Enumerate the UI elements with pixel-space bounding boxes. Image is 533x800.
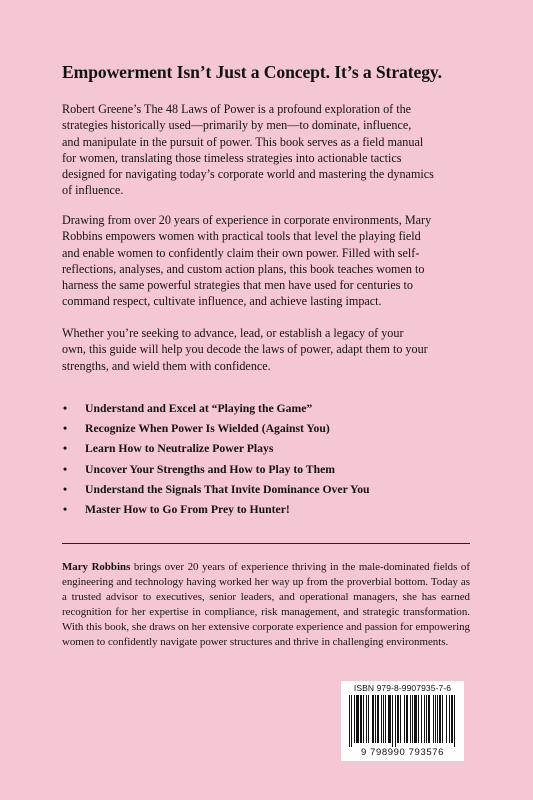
barcode-bar xyxy=(454,695,455,747)
barcode-bar xyxy=(404,695,405,743)
paragraph-line: reflections, analyses, and custom action plans, this book teaches women to xyxy=(62,261,425,276)
paragraph-line: designed for navigating today’s corporate world and mastering the dynamics xyxy=(62,167,434,182)
benefit-text: Master How to Go From Prey to Hunter! xyxy=(85,503,290,517)
barcode-bar xyxy=(372,695,374,743)
benefit-item xyxy=(62,439,482,459)
bullet-icon: • xyxy=(63,422,68,436)
description-paragraph-2 xyxy=(62,212,472,310)
barcode-bar xyxy=(421,695,422,743)
benefit-item xyxy=(62,480,482,500)
barcode-bar xyxy=(360,695,362,743)
benefit-item xyxy=(62,399,482,419)
paragraph-line: harness the same powerful strategies that men have used for centuries to xyxy=(62,278,413,293)
paragraph-line: Whether you’re seeking to advance, lead, or establish a legacy of your xyxy=(62,326,404,340)
barcode-bar xyxy=(437,695,438,743)
benefit-text: Understand the Signals That Invite Dominance Over You xyxy=(85,482,370,496)
benefit-list xyxy=(62,399,482,520)
paragraph-line: command respect, cultivate influence, and achieve lasting impact. xyxy=(62,294,382,309)
benefit-text: Recognize When Power Is Wielded (Against You) xyxy=(85,422,330,436)
barcode-bar xyxy=(442,695,443,743)
barcode-bar xyxy=(385,695,386,743)
barcode-bar xyxy=(354,695,355,743)
section-divider xyxy=(62,543,470,544)
paragraph-line: Robert Greene’s The 48 Laws of Power is a profound exploration of the xyxy=(62,102,412,116)
headline: Empowerment Isn’t Just a Concept. It’s a Strategy. xyxy=(62,62,442,82)
barcode-bar xyxy=(449,695,450,743)
author-bio xyxy=(62,560,470,651)
description-paragraph-1 xyxy=(62,101,472,199)
bullet-icon: • xyxy=(63,503,68,517)
benefit-item xyxy=(62,419,482,439)
bullet-icon: • xyxy=(63,402,68,415)
barcode-bar xyxy=(435,695,436,743)
bullet-icon: • xyxy=(63,462,68,476)
barcode xyxy=(341,681,464,761)
barcode-bar xyxy=(349,695,350,747)
barcode-bar xyxy=(363,695,364,743)
barcode-bar xyxy=(388,695,391,743)
barcode-bar xyxy=(351,695,352,747)
paragraph-line: strengths, and wield them with confidence. xyxy=(62,358,271,373)
barcode-bar xyxy=(433,695,434,743)
barcode-bars xyxy=(347,695,458,747)
paragraph-line: Drawing from over 20 years of experience in corporate environments, Mary xyxy=(62,213,432,227)
barcode-bar xyxy=(446,695,447,743)
paragraph-line: of influence. xyxy=(62,183,124,198)
paragraph-line: Robbins empowers women with practical tools that level the playing field xyxy=(62,229,421,244)
bullet-icon: • xyxy=(63,442,68,456)
barcode-bar xyxy=(451,695,453,743)
description-paragraph-3 xyxy=(62,325,472,374)
barcode-bar xyxy=(381,695,382,743)
author-bio-text: brings over 20 years of experience thriving in the male-dominated fields of engineering and technology having worked her way up from the proverbial bottom. Today as a trusted advisor to executives, senior leaders, and operational managers, she has earned recognition for her expertise in compliance, risk management, and strategic transformation. With this book, she draws on her extensive corporate experience and passion for empowering women to confidently navigate power structures and thrive in challenging environments. xyxy=(62,561,470,649)
barcode-bar xyxy=(426,695,427,743)
benefit-text: Understand and Excel at “Playing the Game” xyxy=(85,402,313,415)
barcode-bar xyxy=(439,695,441,743)
isbn-label: ISBN 979-8-9907935-7-6 xyxy=(353,683,452,693)
paragraph-line: strategies historically used—primarily by men—to dominate, influence, xyxy=(62,118,412,133)
author-name: Mary Robbins xyxy=(62,561,131,573)
barcode-bar xyxy=(410,695,411,743)
barcode-bar xyxy=(428,695,430,743)
benefit-text: Uncover Your Strengths and How to Play to Them xyxy=(85,462,335,476)
barcode-bar xyxy=(383,695,384,743)
benefit-text: Learn How to Neutralize Power Plays xyxy=(85,442,274,456)
barcode-bar xyxy=(406,695,408,743)
barcode-bar xyxy=(412,695,413,743)
paragraph-line: own, this guide will help you decode the laws of power, adapt them to your xyxy=(62,342,428,357)
barcode-number: 9 798990 793576 xyxy=(361,747,444,758)
paragraph-line: and manipulate in the pursuit of power. This book serves as a field manual xyxy=(62,134,424,149)
barcode-bar xyxy=(400,695,401,743)
barcode-bar xyxy=(375,695,376,743)
barcode-bar xyxy=(418,695,419,743)
barcode-bar xyxy=(377,695,379,743)
barcode-bar xyxy=(392,695,393,747)
barcode-bar xyxy=(424,695,425,743)
paragraph-line: and enable women to confidently claim their own power. Filled with self- xyxy=(62,245,420,260)
barcode-bar xyxy=(368,695,369,743)
barcode-bar xyxy=(397,695,399,743)
barcode-bar xyxy=(414,695,417,743)
barcode-bar xyxy=(366,695,367,743)
paragraph-line: for women, translating those timeless strategies into actionable tactics xyxy=(62,150,402,165)
benefit-item xyxy=(62,460,482,480)
barcode-bar xyxy=(356,695,359,743)
bullet-icon: • xyxy=(63,482,68,496)
barcode-bar xyxy=(395,695,396,747)
benefit-item xyxy=(62,500,482,520)
